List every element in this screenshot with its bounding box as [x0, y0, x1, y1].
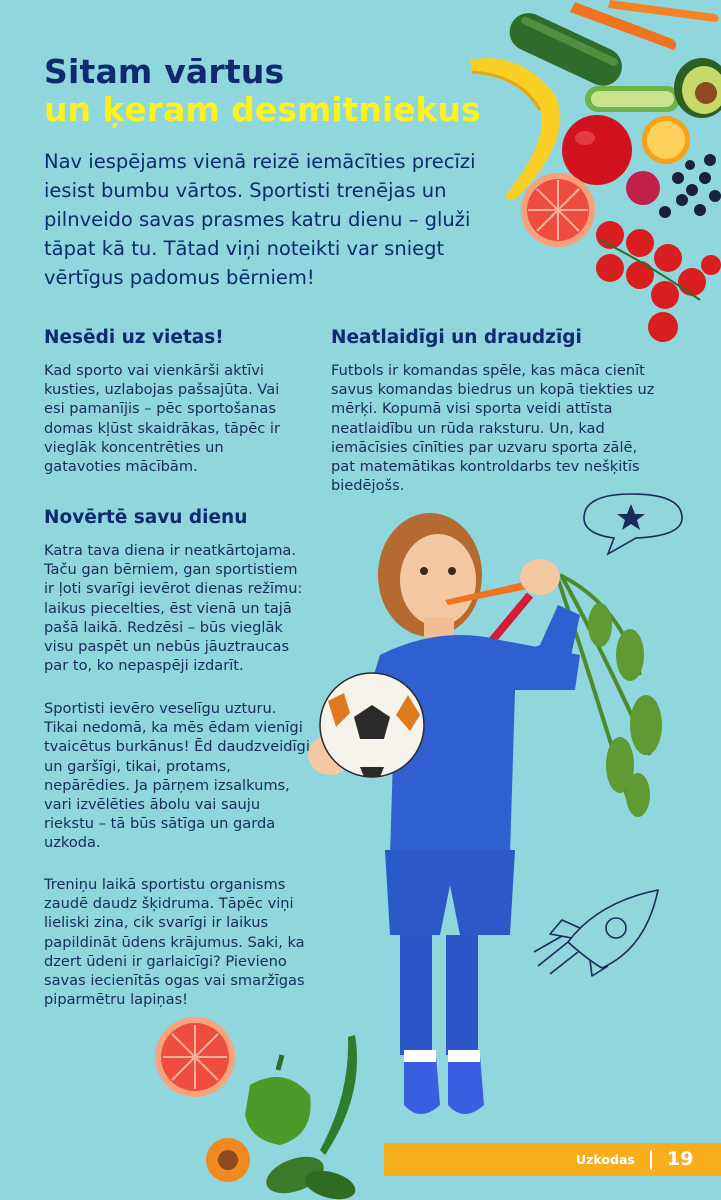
section-paragraph-noverte-2: Sportisti ievēro veselīgu uzturu. Tikai nedomā, ka mēs ēdam vienīgi tvaicētus burkānus! Ēd daudzveidīgi un garšīgi, tikai, protams, nepārēdies. Ja pārņem izsalkums, vari izvēlēties ābolu vai sauju riekstu – tā būs sātīga un garda uzkoda.: [44, 700, 310, 852]
footer-divider: [650, 1150, 652, 1170]
section-heading-noverte: Novērtē savu dienu: [44, 507, 248, 528]
footer-section-label: Uzkodas: [576, 1152, 635, 1167]
section-paragraph-noverte-1: Katra tava diena ir neatkārtojama. Taču gan bērniem, gan sportistiem ir ļoti svarīgi ievērot dienas režīmu: laikus piecelties, ēst vienā un tajā pašā laikā. Redzēsi – būs vieglāk visu paspēt un nebūs jāuztraucas par to, ko nepaspēji izdarīt.: [44, 542, 303, 675]
page-number: 19: [667, 1148, 694, 1170]
page-title-line2: un ķeram desmitniekus: [44, 90, 481, 129]
section-heading-neatlaidigi: Neatlaidīgi un draudzīgi: [331, 327, 582, 348]
section-paragraph-noverte-3: Treniņu laikā sportistu organisms zaudē daudz šķidruma. Tāpēc viņi lieliski zina, cik svarīgi ir laikus papildināt ūdens krājumus. Saki, ka dzert ūdeni ir garlaicīgi? Pievieno savas iecienītās ogas vai smaržīgas piparmētru lapiņas!: [44, 876, 305, 1009]
section-paragraph-nesedi: Kad sporto vai vienkārši aktīvi kusties, uzlabojas pašsajūta. Vai esi pamanījis – pēc sportošanas domas kļūst skaidrākas, tāpēc ir vieglāk koncentrēties un gatavoties mācībām.: [44, 362, 280, 476]
section-heading-nesedi: Nesēdi uz vietas!: [44, 327, 224, 348]
section-paragraph-neatlaidigi: Futbols ir komandas spēle, kas māca cienīt savus komandas biedrus un kopā tiekties uz mērķi. Kopumā visi sporta veidi attīsta neatlaidību un rūda raksturu. Un, kad iemācīsies cīnīties par uzvaru sporta zālē, pat matemātikas kontroldarbs tev nešķitīs biedējošs.: [331, 362, 655, 495]
bottom-fruit-vegetables-image: [150, 1015, 380, 1200]
intro-paragraph: Nav iespējams vienā reizē iemācīties precīzi iesist bumbu vārtos. Sportisti trenējas un pilnveido savas prasmes katru dienu – gluži tāpat kā tu. Tātad viņi noteikti var sniegt vērtīgus padomus bērniem!: [44, 150, 476, 289]
page-title-line1: Sitam vārtus: [44, 52, 285, 91]
